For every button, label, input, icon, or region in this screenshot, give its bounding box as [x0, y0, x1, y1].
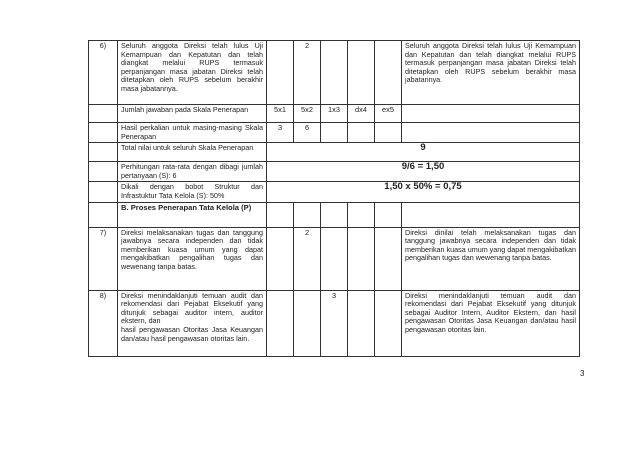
scale-value	[348, 123, 375, 143]
criteria-text: Direksi melaksanakan tugas dan tanggung jawabnya secara independen dan tidak memberikan kuasa umum yang dapat mengakibatkan pengalihan tugas dan wewenang tanpa batas.	[118, 227, 267, 290]
table-row	[89, 123, 580, 143]
criteria-text-small: hasil pengawasan Otoritas Jasa Keuangan dan/atau hasil pengawasan otoritas lain.	[121, 324, 263, 343]
scale-value: 3	[267, 123, 294, 143]
page-number: 3	[580, 369, 585, 378]
scale-header: ex5	[375, 105, 402, 123]
table-row	[89, 182, 580, 202]
note-text: Seluruh anggota Direksi telah lulus Uji Kemampuan dan Kepatutan dan telah diangkat melalui RUPS termasuk perpanjangan masa jabatan Direksi telah ditetapkan oleh RUPS sebelum berakhir masa jabatannya.	[402, 41, 580, 105]
jumlah-label: Jumlah jawaban pada Skala Penerapan	[118, 105, 267, 123]
note-text: Direksi menindaklanjuti temuan audit dan rekomendasi dari Pejabat Eksekutif yang ditunjuk sebagai Auditor Intern, Auditor Ekstern, dan hasil pengawasan Otoritas Jasa Keuangan dan/atau hasil pengawasan otoritas lain.	[402, 290, 580, 356]
score-cell: 2	[294, 41, 321, 105]
scale-header: 5x2	[294, 105, 321, 123]
perhitungan-value: 9/6 = 1,50	[267, 162, 580, 182]
scale-value	[375, 123, 402, 143]
table-row	[89, 105, 580, 123]
perhitungan-label: Perhitungan rata-rata dengan dibagi jumlah pertanyaan (S): 6	[118, 162, 267, 182]
scale-value	[321, 123, 348, 143]
assessment-table	[88, 40, 580, 357]
total-value: 9	[267, 143, 580, 162]
dikali-value: 1,50 x 50% = 0,75	[267, 182, 580, 202]
scale-value: 6	[294, 123, 321, 143]
criteria-text: Direksi menindaklanjuti temuan audit dan rekomendasi dari Pejabat Eksekutif yang ditunjuk sebagai auditor intern, auditor ekstern, dan	[121, 290, 263, 326]
table-row	[89, 143, 580, 162]
hasil-label: Hasil perkalian untuk masing-masing Skala Penerapan	[118, 123, 267, 143]
scale-header: dx4	[348, 105, 375, 123]
score-cell: 2	[294, 227, 321, 290]
dikali-label: Dikali dengan bobot Struktur dan Infrastuktur Tata Kelola (S): 50%	[118, 182, 267, 202]
row-number: 7)	[89, 227, 118, 290]
criteria-text: Seluruh anggota Direksi telah lulus Uji Kemampuan dan Kepatutan dan telah diangkat melalui RUPS termasuk perpanjangan masa jabatan Direksi telah ditetapkan oleh RUPS sebelum berakhir masa jabatannya.	[118, 41, 267, 105]
scale-header: 5x1	[267, 105, 294, 123]
table-row	[89, 162, 580, 182]
section-heading: B. Proses Penerapan Tata Kelola (P)	[118, 202, 267, 227]
score-cell: 3	[321, 290, 348, 356]
row-number: 8)	[89, 290, 118, 356]
table-row	[89, 290, 580, 356]
total-label: Total nilai untuk seluruh Skala Penerapan	[118, 143, 267, 162]
row-number: 6)	[89, 41, 118, 105]
table-row	[89, 227, 580, 290]
table-row	[89, 41, 580, 105]
scale-header: 1x3	[321, 105, 348, 123]
table-row	[89, 202, 580, 227]
note-text: Direksi dinilai telah melaksanakan tugas dan tanggung jawabnya secara independen dan tidak memberikan kuasa umum yang dapat mengakibatkan pengalihan tugas dan wewenang tanpa batas.	[402, 227, 580, 290]
criteria-cell	[118, 290, 267, 356]
